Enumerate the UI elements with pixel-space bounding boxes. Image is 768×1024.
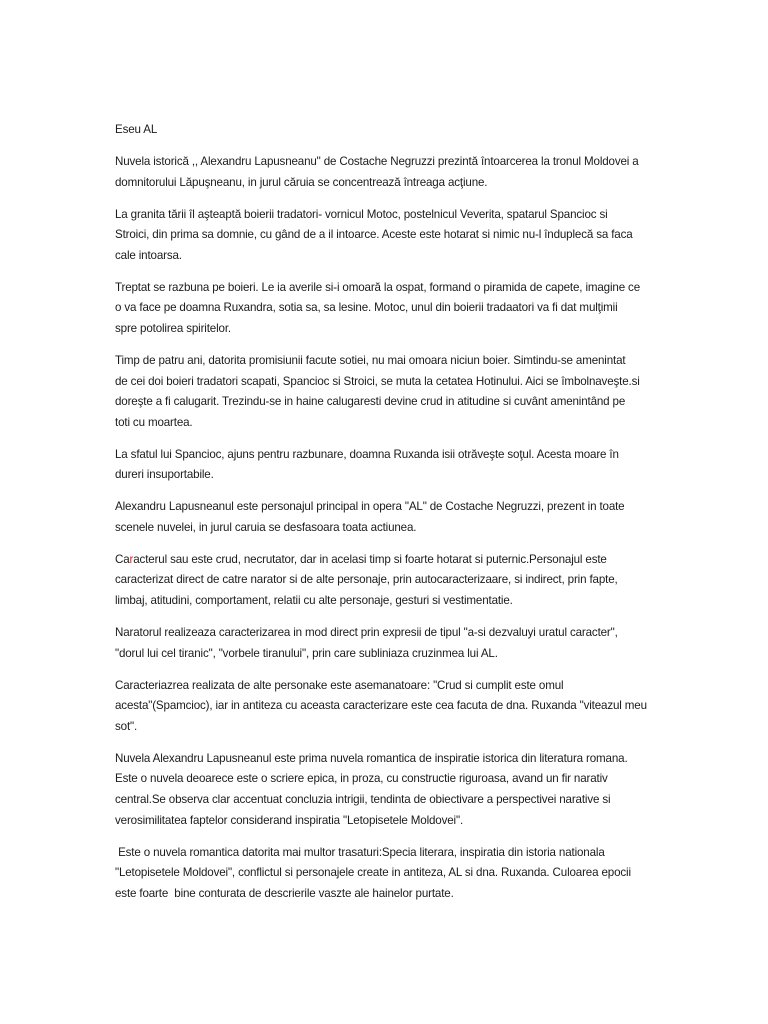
paragraph-4: [115, 351, 745, 433]
text-line: caracterizat direct de catre narator si de alte personaje, prin autocaracterizaare, si indirect, prin fapte,: [115, 573, 618, 587]
text-line: La sfatul lui Spancioc, ajuns pentru razbunare, doamna Ruxanda isii otrăveşte soţul. Acesta moare în: [115, 447, 619, 461]
text-line: Caracteriazrea realizata de alte personake este asemanatoare: "Crud si cumplit este omul: [115, 678, 564, 692]
paragraph-11: [115, 843, 745, 905]
text-line: Naratorul realizeaza caracterizarea in mod direct prin expresii de tipul "a-si dezvaluyi uratul caracter",: [115, 626, 618, 639]
text-line: [115, 550, 745, 571]
paragraph-2: [115, 205, 745, 267]
text-line: sot".: [115, 719, 138, 733]
paragraph-5: [115, 445, 745, 486]
text-line: "dorul lui cel tiranic", "vorbele tiranului", prin care subliniaza cruzinmea lui AL.: [115, 646, 498, 660]
paragraph-6: [115, 497, 745, 538]
text-line: doreşte a fi calugarit. Trezindu-se in haine calugaresti devine crud in atitudine si cuvânt amenintând pe: [115, 395, 626, 409]
text-line: spre potolirea spiritelor.: [115, 321, 231, 335]
text-line: Alexandru Lapusneanul este personajul principal in opera "AL" de Costache Negruzzi, prezent in toate: [115, 500, 625, 514]
title-line: Eseu AL: [115, 123, 158, 136]
text-line: este foarte bine conturata de descrierile vaszte ale hainelor purtate.: [115, 886, 454, 900]
text-line: Nuvela Alexandru Lapusneanul este prima nuvela romantica de inspiratie istorica din literatura romana.: [115, 751, 628, 765]
text-line: domnitorului Lăpuşneanu, in jurul căruia se concentrează întreaga acţiune.: [115, 175, 488, 189]
paragraph-7: [115, 550, 745, 612]
text-line: o va face pe doamna Ruxandra, sotia sa, sa lesine. Motoc, unul din boierii tradaatori va fi dat mulţimii: [115, 301, 618, 315]
document-body: [115, 120, 745, 916]
text-line: Timp de patru ani, datorita promisiunii facute sotiei, nu mai omoara niciun boier. Simtindu-se amenintat: [115, 353, 626, 367]
text-line: de cei doi boieri tradatori scapati, Spancioc si Stroici, se muta la cetatea Hotinului. Aici se îmbolnaveşte.si: [115, 374, 640, 388]
paragraph-10: [115, 749, 745, 831]
text-fragment: Ca: [115, 552, 130, 566]
text-line: dureri insuportabile.: [115, 468, 214, 482]
paragraph-9: [115, 676, 745, 738]
text-line: verosimilitatea faptelor considerand inspiratia "Letopisetele Moldovei".: [115, 813, 464, 827]
paragraph-8: [115, 623, 745, 664]
text-line: Treptat se razbuna pe boieri. Le ia averile si-i omoară la ospat, formand o piramida de capete, imagine ce: [115, 280, 641, 294]
text-line: Stroici, din prima sa domnie, cu gând de a il intoarce. Aceste este hotarat si nimic nu-l înduplecă sa faca: [115, 228, 633, 242]
text-line: Este o nuvela deoarece este o scriere epica, in proza, cu constructie riguroasa, avand un fir narativ: [115, 772, 608, 786]
text-line: central.Se observa clar accentuat concluzia intrigii, tendinta de obiectivare a perspectivei narative si: [115, 792, 611, 806]
text-line: "Letopisetele Moldovei", conflictul si personajele create in antiteza, AL si dna. Ruxanda. Culoarea epocii: [115, 866, 631, 880]
text-line: Este o nuvela romantica datorita mai multor trasaturi:Specia literara, inspiratia din istoria nationala: [115, 845, 605, 859]
document-title: [115, 120, 745, 141]
text-line: cale intoarsa.: [115, 248, 182, 262]
text-line: scenele nuvelei, in jurul caruia se desfasoara toata actiunea.: [115, 520, 417, 534]
text-line: acesta"(Spamcioc), iar in antiteza cu aceasta caracterizare este cea facuta de dna. Ruxanda "viteazul meu: [115, 699, 647, 713]
text-line: La granita tării îl aşteaptă boierii tradatori- vornicul Motoc, postelnicul Veverita, spatarul Spancioc si: [115, 207, 608, 221]
paragraph-1: [115, 152, 745, 193]
highlighted-char: r: [129, 552, 134, 566]
text-line: toti cu moartea.: [115, 415, 193, 429]
paragraph-3: [115, 278, 745, 340]
text-fragment: acterul sau este crud, necrutator, dar in acelasi timp si foarte hotarat si puternic.Personajul este: [133, 552, 607, 566]
text-line: limbaj, atitudini, comportament, relatii cu alte personaje, gesturi si vestimentatie.: [115, 594, 513, 608]
text-line: Nuvela istorică ,, Alexandru Lapusneanu" de Costache Negruzzi prezintă întoarcerea la tronul Moldovei a: [115, 154, 639, 168]
